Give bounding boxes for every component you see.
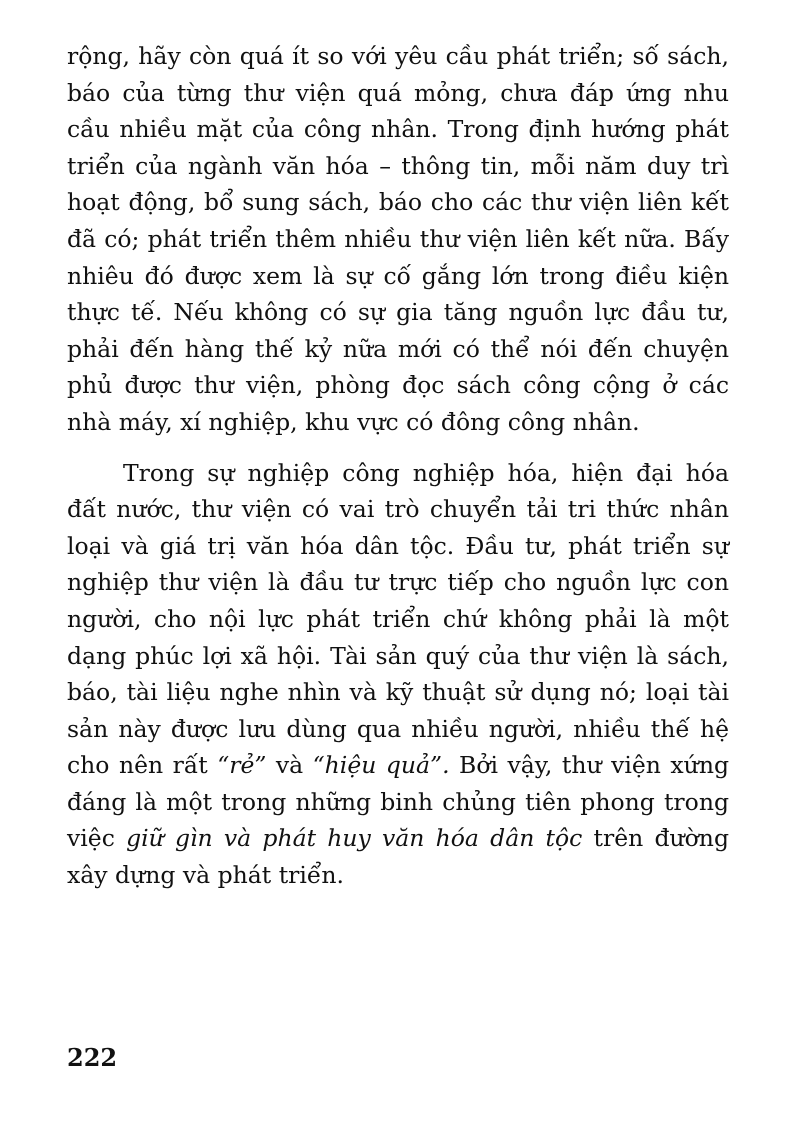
paragraph-2-text-part-1: Trong sự nghiệp công nghiệp hóa, hiện đại hóa đất nước, thư viện có vai trò chuyển tải tri thức nhân loại và giá trị văn hóa dân tộc. Đầu tư, phát triển sự nghiệp thư viện là đầu tư trực tiếp cho nguồn lực con người, cho nội lực phát triển chứ không phải là một dạng phúc lợi xã hội. Tài sản quý của thư viện là sách, báo, tài liệu nghe nhìn và kỹ thuật sử dụng nó; loại tài sản này được lưu dùng qua nhiều người, nhiều thế hệ cho nên rất <box>67 458 729 780</box>
paragraph-1 <box>67 38 729 441</box>
paragraph-2-text-part-4: trên đường xây dựng và phát triển. <box>67 824 729 890</box>
body-text <box>67 38 729 894</box>
paragraph-2 <box>67 455 729 894</box>
paragraph-1-text: rộng, hãy còn quá ít so với yêu cầu phát triển; số sách, báo của từng thư viện quá mỏng, chưa đáp ứng nhu cầu nhiều mặt của công nhân. Trong định hướng phát triển của ngành văn hóa – thông tin, mỗi năm duy trì hoạt động, bổ sung sách, báo cho các thư viện liên kết đã có; phát triển thêm nhiều thư viện liên kết nữa. Bấy nhiêu đó được xem là sự cố gắng lớn trong điều kiện thực tế. Nếu không có sự gia tăng nguồn lực đầu tư, phải đến hàng thế kỷ nữa mới có thể nói đến chuyện phủ được thư viện, phòng đọc sách công cộng ở các nhà máy, xí nghiệp, khu vực có đông công nhân. <box>67 42 729 436</box>
paragraph-2-text-part-2: và <box>266 751 313 780</box>
emphasis-re: “rẻ” <box>217 751 267 780</box>
paragraph-2-text-part-3: Bởi vậy, thư viện xứng đáng là một trong những binh chủng tiên phong trong việc <box>67 751 729 853</box>
emphasis-hieu-qua: “hiệu quả”. <box>312 751 450 780</box>
page-number: 222 <box>67 1043 118 1072</box>
emphasis-giu-gin: giữ gìn và phát huy văn hóa dân tộc <box>126 824 583 853</box>
